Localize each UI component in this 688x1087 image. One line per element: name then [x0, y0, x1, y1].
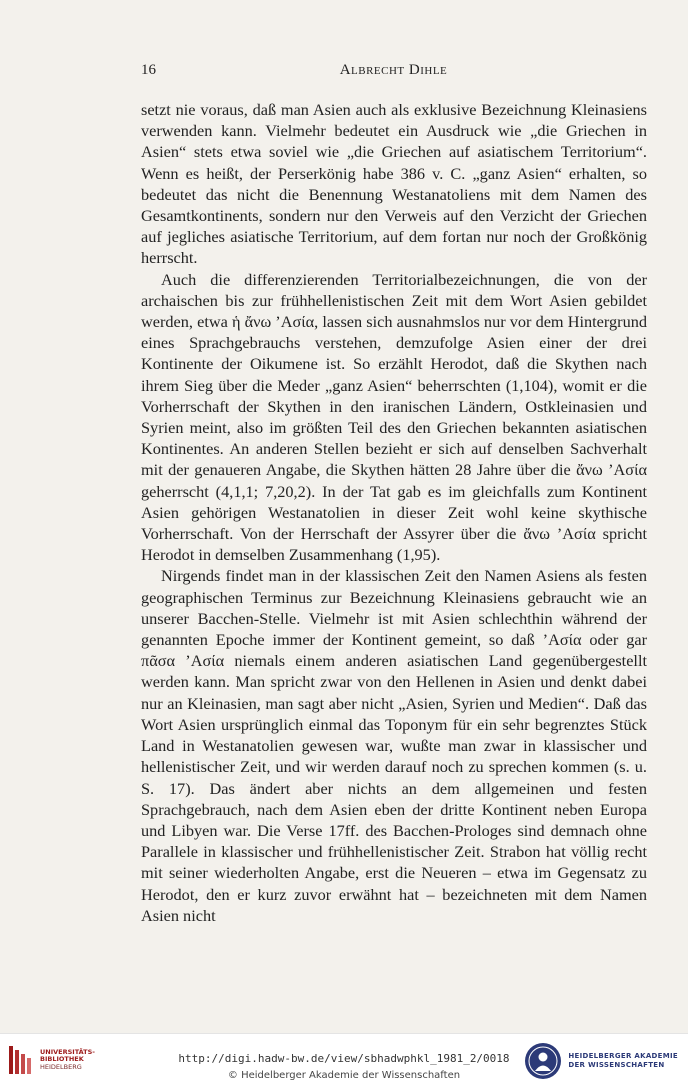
academy-seal-icon	[524, 1042, 562, 1080]
page-header	[141, 62, 646, 82]
library-name: UNIVERSITÄTS- BIBLIOTHEK HEIDELBERG	[40, 1047, 95, 1071]
paragraph-3: Nirgends findet man in der klassischen Zeit den Namen Asiens als festen geographischen Terminus zur Bezeichnung Kleinasiens gebraucht wie an unserer Bacchen-Stelle. Vielmehr ist mit Asien schlechthin während der genannten Epoche immer der Kontinent gemeint, so daß ’Ασία oder gar πᾶσα ’Ασία niemals einem anderen asiatischen Land gegenübergestellt werden kann. Man spricht zwar von den Hellenen in Asien und denkt dabei nur an Kleinasien, man sagt aber nicht „Asien, Syrien und Medien“. Daß das Wort Asien ursprünglich einmal das Toponym für ein sehr begrenztes Stück Land in Westanatolien gewesen war, wußte man zwar in klassischer und hellenistischer Zeit, und wir werden darauf noch zu sprechen kommen (s. u. S. 17). Das ändert aber nichts an dem allgemeinen und festen Sprachgebrauch, nach dem Asien eben der dritte Kontinent neben Europa und Libyen war. Die Verse 17ff. des Bacchen-Prologes sind demnach ohne Parallele in klassischer und frühhellenistischer Zeit. Strabon hat völlig recht mit seiner wiederholten Angabe, erst die Neueren – etwa im Gegensatz zu Herodot, den er kurz zuvor erwähnt hat – bezeichneten mit dem Namen Asien nicht	[141, 566, 647, 925]
running-head: Albrecht Dihle	[339, 62, 448, 78]
page-number: 16	[141, 62, 156, 78]
copyright-notice: © Heidelberger Akademie der Wissenschaften	[227, 1070, 461, 1081]
paragraph-1: setzt nie voraus, daß man Asien auch als exklusive Bezeichnung Kleinasiens verwenden kann. Vielmehr bedeutet ein Ausdruck wie „die Griechen in Asien“ stets etwa soviel wie „die Griechen auf asiatischem Territorium“. Wenn es heißt, der Perserkönig habe 386 v. C. „ganz Asien“ erhalten, so bedeutet das nicht die Benennung Westanatoliens mit dem Namen des Gesamtkontinents, sondern nur den Verweis auf den Verzicht der Griechen auf jegliches asiatische Territorium, auf dem fortan nur noch der Großkönig herrscht.	[141, 100, 647, 268]
paragraph-2: Auch die differenzierenden Territorialbezeichnungen, die von der archaischen bis zur frühhellenistischen Zeit mit dem Wort Asien gebildet werden, etwa ἡ ἄνω ’Ασία, lassen sich ausnahmslos nur vor dem Hintergrund eines Sprachgebrauchs verstehen, demzufolge Asien einer der drei Kontinente der Oikumene ist. So erzählt Herodot, daß die Skythen nach ihrem Sieg über die Meder „ganz Asien“ beherrschten (1,104), womit er die Vorherrschaft der Skythen in den iranischen Ländern, Ostkleinasien und Syrien meint, also im größten Teil des den Griechen bekannten asiatischen Kontinentes. An anderen Stellen bezieht er sich auf denselben Sachverhalt mit der genaueren Angabe, die Skythen hätten 28 Jahre über die ἄνω ’Ασία geherrscht (4,1,1; 7,20,2). In der Tat gab es im gleichfalls zum Kontinent Asien gehörigen Westanatolien in dieser Zeit wohl keine skythische Vorherrschaft. Von der Herrschaft der Assyrer über die ἄνω ’Ασία spricht Herodot in demselben Zusammenhang (1,95).	[141, 269, 647, 565]
permalink-url[interactable]: http://digi.hadw-bw.de/view/sbhadwphkl_1981_2/0018	[178, 1052, 510, 1065]
footer-bar	[0, 1033, 688, 1087]
academy-name: HEIDELBERGER AKADEMIE DER WISSENSCHAFTEN	[568, 1052, 678, 1069]
academy-logo[interactable]	[524, 1042, 678, 1080]
body-text	[141, 99, 647, 926]
